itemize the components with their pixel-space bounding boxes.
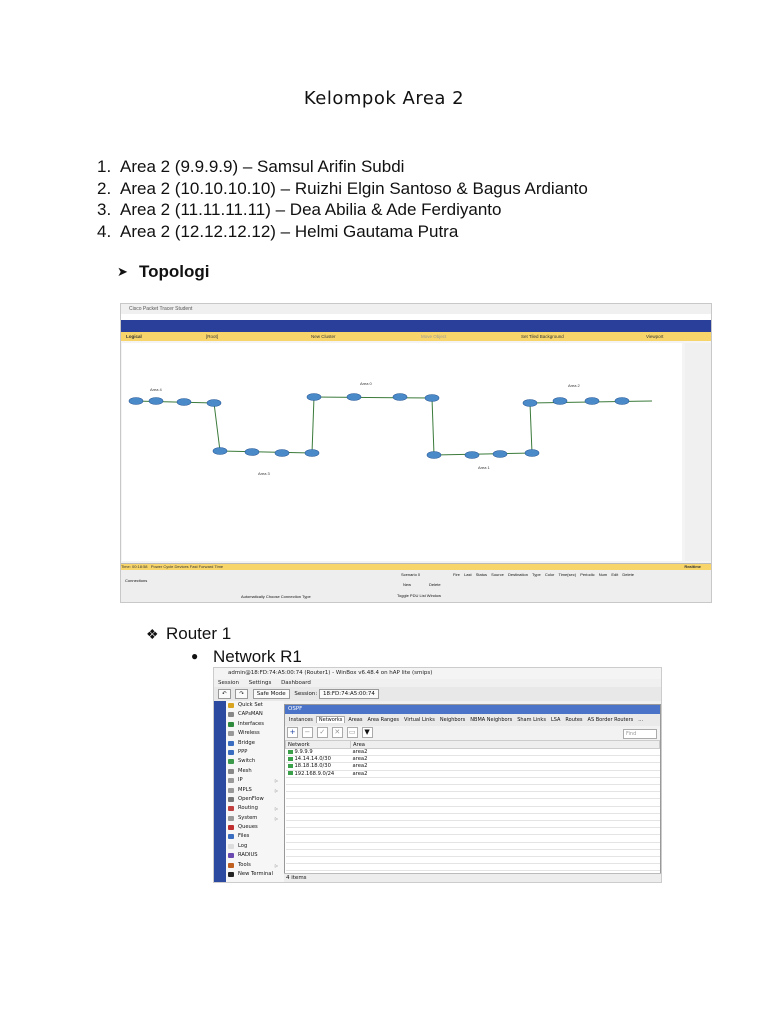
nav-item-icon — [228, 872, 234, 877]
empty-row — [286, 806, 660, 813]
pt-topology-canvas — [122, 343, 682, 561]
comment-icon[interactable]: ▭ — [347, 727, 358, 738]
diamond-bullet-icon: ❖ — [146, 626, 159, 642]
column-area[interactable]: Area — [351, 741, 660, 749]
nav-item[interactable] — [226, 823, 284, 832]
member-text: Area 2 (12.12.12.12) – Helmi Gautama Putra — [120, 221, 459, 241]
area-cell: area2 — [351, 770, 660, 777]
ospf-window-title: OSPF — [285, 705, 660, 714]
pt-pdu-columns — [453, 572, 634, 577]
member-item — [97, 221, 588, 243]
nav-item-icon — [228, 712, 234, 717]
member-text: Area 2 (11.11.11.11) – Dea Abilia & Ade Ferdiyanto — [120, 200, 502, 219]
router-label: Router 1 — [166, 624, 232, 643]
add-icon[interactable]: + — [287, 727, 298, 738]
disable-icon[interactable]: ✕ — [332, 727, 343, 738]
safe-mode-button[interactable]: Safe Mode — [253, 689, 290, 699]
table-row[interactable] — [286, 756, 660, 763]
ospf-tab[interactable]: AS Border Routers — [587, 717, 634, 723]
menu-session[interactable]: Session — [218, 680, 239, 686]
nav-item[interactable] — [226, 795, 284, 804]
nav-item[interactable] — [226, 832, 284, 841]
pdu-col: Last Status — [464, 572, 488, 577]
nav-item[interactable] — [226, 701, 284, 710]
network-cell — [286, 756, 351, 763]
ospf-tab[interactable]: Neighbors — [439, 717, 466, 723]
ospf-tab[interactable]: Instances — [289, 717, 313, 723]
network-value: 18.18.18.0/30 — [294, 763, 331, 770]
nav-item-label: System — [238, 814, 258, 821]
nav-item-label: Log — [238, 842, 248, 849]
nav-item-label: Wireless — [238, 730, 260, 737]
network-value: 9.9.9.9 — [294, 749, 313, 755]
pdu-col: Delete — [622, 572, 634, 577]
ospf-tab[interactable]: Area Ranges — [367, 717, 400, 723]
nav-item-icon — [228, 788, 234, 793]
nav-item-icon — [228, 816, 234, 821]
status-bar: 4 items — [284, 873, 661, 882]
ospf-tab[interactable]: Routes — [565, 717, 583, 723]
network-icon — [288, 764, 293, 768]
nav-item-label: Quick Set — [238, 702, 263, 708]
network-cell — [286, 763, 351, 770]
ospf-tab[interactable]: Sham Links — [517, 717, 546, 723]
winbox-titlebar: admin@18:FD:74:A5:00:74 (Router1) - WinBox v6.48.4 on hAP lite (smips) — [214, 668, 661, 679]
network-icon — [288, 750, 293, 754]
pdu-col: Destination — [507, 572, 528, 577]
pt-viewport: Viewport — [646, 334, 664, 339]
nav-item-icon — [228, 863, 234, 868]
ospf-tab[interactable]: ... — [638, 717, 644, 723]
nav-item-label: IP — [238, 777, 243, 784]
member-text: Area 2 (10.10.10.10) – Ruizhi Elgin Santoso & Bagus Ardianto — [120, 178, 588, 198]
submenu-arrow-icon: ▷ — [274, 806, 278, 812]
pt-timebar — [121, 564, 711, 570]
nav-item[interactable] — [226, 786, 284, 795]
nav-item[interactable] — [226, 776, 284, 785]
nav-item[interactable] — [226, 757, 284, 766]
submenu-arrow-icon: ▷ — [274, 778, 278, 784]
pdu-col: Fire — [453, 572, 460, 577]
pt-titlebar: Cisco Packet Tracer Student — [121, 304, 711, 314]
area-cell: area2 — [351, 763, 660, 770]
winbox-menubar — [214, 679, 661, 687]
nav-item-icon — [228, 741, 234, 746]
item-number: 1. — [97, 157, 112, 176]
session-label: Session: — [294, 691, 318, 697]
pt-root-label: [Root] — [206, 334, 219, 339]
redo-button[interactable]: ↷ — [235, 689, 248, 699]
nav-item-icon — [228, 853, 234, 858]
pt-tiled-bg: Set Tiled Background — [521, 334, 564, 339]
member-item — [97, 156, 588, 178]
nav-item-label: Interfaces — [238, 720, 264, 727]
submenu-arrow-icon: ▷ — [274, 787, 278, 793]
empty-row — [286, 864, 660, 871]
member-item — [97, 178, 588, 200]
topology-heading — [117, 262, 210, 282]
arrow-bullet-icon: ➤ — [117, 264, 128, 279]
nav-item[interactable] — [226, 739, 284, 748]
empty-row — [286, 828, 660, 835]
nav-item-label: OpenFlow — [238, 795, 264, 802]
document-title: Kelompok Area 2 — [303, 88, 465, 109]
nav-item-label: Queues — [238, 824, 258, 831]
empty-row — [286, 820, 660, 827]
pt-auto-connection: Automatically Choose Connection Type — [241, 594, 311, 599]
pt-toolbar — [121, 320, 711, 332]
nav-item-icon — [228, 834, 234, 839]
topology-diagram — [122, 343, 682, 561]
pdu-col: Color — [544, 572, 555, 577]
area-label: Area 2 — [568, 383, 580, 388]
dot-bullet-icon: ● — [191, 649, 199, 663]
nav-item-icon — [228, 806, 234, 811]
item-number: 2. — [97, 178, 112, 198]
nav-item-icon — [228, 703, 234, 708]
table-row[interactable] — [286, 770, 660, 777]
find-input[interactable]: Find — [623, 729, 657, 739]
area-cell: area2 — [351, 749, 660, 756]
network-cell — [286, 749, 351, 756]
member-item — [97, 199, 588, 221]
submenu-arrow-icon: ▷ — [274, 862, 278, 868]
pt-power: Power Cycle Devices Fast Forward Time — [150, 564, 224, 569]
session-field[interactable]: 18:FD:74:A5:00:74 — [319, 689, 379, 699]
menu-settings[interactable]: Settings — [248, 680, 272, 686]
remove-icon[interactable]: − — [302, 727, 313, 738]
nav-item[interactable] — [226, 710, 284, 719]
nav-item[interactable] — [226, 842, 284, 851]
nav-item[interactable] — [226, 729, 284, 738]
ospf-tab[interactable]: Virtual Links — [404, 717, 435, 723]
member-list — [97, 156, 588, 242]
empty-row — [286, 777, 660, 784]
pt-time: Time: 00:18:58 — [121, 564, 148, 569]
nav-item[interactable] — [226, 767, 284, 776]
router-heading — [146, 624, 231, 644]
area-cell: area2 — [351, 756, 660, 763]
nav-item-label: Mesh — [238, 767, 252, 774]
empty-row — [286, 849, 660, 856]
pt-move-object: Move Object — [421, 334, 447, 339]
pt-scenario[interactable]: Scenario 0 — [401, 572, 421, 577]
pt-logical-tab: Logical — [126, 334, 142, 339]
winbox-nav — [226, 701, 284, 882]
empty-row — [286, 792, 660, 799]
winbox-screenshot — [213, 667, 662, 883]
nav-item-icon — [228, 769, 234, 774]
nav-item[interactable] — [226, 851, 284, 860]
enable-icon[interactable]: ✓ — [317, 727, 328, 738]
nav-item-icon — [228, 750, 234, 755]
networks-table — [285, 740, 660, 878]
nav-item-label: MPLS — [238, 786, 252, 793]
pt-bottom-panel — [121, 563, 711, 602]
nav-item-icon — [228, 778, 234, 783]
empty-row — [286, 856, 660, 863]
nav-item[interactable] — [226, 861, 284, 870]
nav-item-label: New Terminal — [238, 871, 273, 878]
nav-item-label: PPP — [238, 748, 248, 755]
empty-row — [286, 799, 660, 806]
pt-realtime[interactable]: Realtime — [684, 564, 701, 569]
nav-item-icon — [228, 722, 234, 727]
winbox-toolbar — [214, 687, 661, 701]
network-cell — [286, 770, 351, 777]
undo-button[interactable]: ↶ — [218, 689, 231, 699]
ospf-tab[interactable]: LSA — [550, 717, 561, 723]
network-bullet — [191, 647, 302, 667]
network-label: Network R1 — [213, 647, 302, 666]
ospf-tab[interactable]: Areas — [348, 717, 363, 723]
nav-item-label: Routing — [238, 805, 258, 812]
nav-item[interactable] — [226, 870, 284, 879]
area-label: Area 0 — [360, 381, 372, 386]
item-number: 4. — [97, 221, 112, 241]
network-icon — [288, 771, 293, 775]
nav-item-icon — [228, 844, 234, 849]
packet-tracer-screenshot — [120, 303, 712, 603]
empty-row — [286, 835, 660, 842]
network-icon — [288, 757, 293, 761]
pdu-col: Type — [532, 572, 541, 577]
nav-item[interactable] — [226, 720, 284, 729]
topology-label: Topologi — [139, 262, 210, 281]
table-row[interactable] — [286, 763, 660, 770]
ospf-tools — [285, 726, 660, 740]
ospf-tabs — [285, 714, 660, 726]
pdu-col: Time(sec) — [558, 572, 577, 577]
submenu-arrow-icon: ▷ — [274, 815, 278, 821]
empty-row — [286, 813, 660, 820]
pdu-col: Edit — [611, 572, 619, 577]
pt-navbar — [121, 332, 711, 341]
nav-item-label: Files — [238, 833, 250, 840]
network-value: 14.14.14.0/30 — [294, 756, 331, 763]
pt-delete-button[interactable]: Delete — [429, 582, 441, 587]
nav-item-icon — [228, 825, 234, 830]
nav-item-icon — [228, 731, 234, 736]
ospf-window — [284, 704, 661, 883]
nav-item[interactable] — [226, 804, 284, 813]
nav-item-label: Bridge — [238, 739, 255, 746]
menu-dashboard[interactable]: Dashboard — [281, 680, 311, 686]
nav-item-label: RADIUS — [238, 852, 258, 859]
nav-item-label: CAPsMAN — [238, 711, 263, 718]
nav-item-label: Tools — [238, 861, 251, 868]
nav-item-label: Switch — [238, 758, 256, 765]
pt-tool-sidebar[interactable] — [685, 343, 711, 561]
network-value: 192.168.9.0/24 — [294, 770, 335, 777]
column-network[interactable]: Network — [286, 741, 351, 749]
pt-new-button[interactable]: New — [403, 582, 412, 587]
pt-connections-label: Connections — [125, 578, 148, 583]
pdu-col: Source — [491, 572, 504, 577]
ospf-tab[interactable]: NBMA Neighbors — [470, 717, 513, 723]
member-text: Area 2 (9.9.9.9) – Samsul Arifin Subdi — [120, 157, 405, 176]
area-label: Area 1 — [478, 465, 490, 470]
empty-row — [286, 785, 660, 792]
area-label: Area 3 — [258, 471, 270, 476]
nav-item-icon — [228, 759, 234, 764]
ospf-tab[interactable]: Networks — [316, 716, 345, 723]
pdu-col: Num — [598, 572, 608, 577]
item-number: 3. — [97, 200, 112, 219]
table-row[interactable] — [286, 749, 660, 756]
pt-toggle-pdu[interactable]: Toggle PDU List Window — [397, 593, 442, 598]
empty-row — [286, 842, 660, 849]
nav-item[interactable] — [226, 814, 284, 823]
area-label: Area 4 — [150, 387, 162, 392]
filter-icon[interactable]: ▼ — [362, 727, 373, 738]
winbox-side-stripe — [214, 701, 226, 882]
pt-new-cluster: New Cluster — [311, 334, 336, 339]
nav-item[interactable] — [226, 748, 284, 757]
nav-item-icon — [228, 797, 234, 802]
pdu-col: Periodic — [580, 572, 595, 577]
